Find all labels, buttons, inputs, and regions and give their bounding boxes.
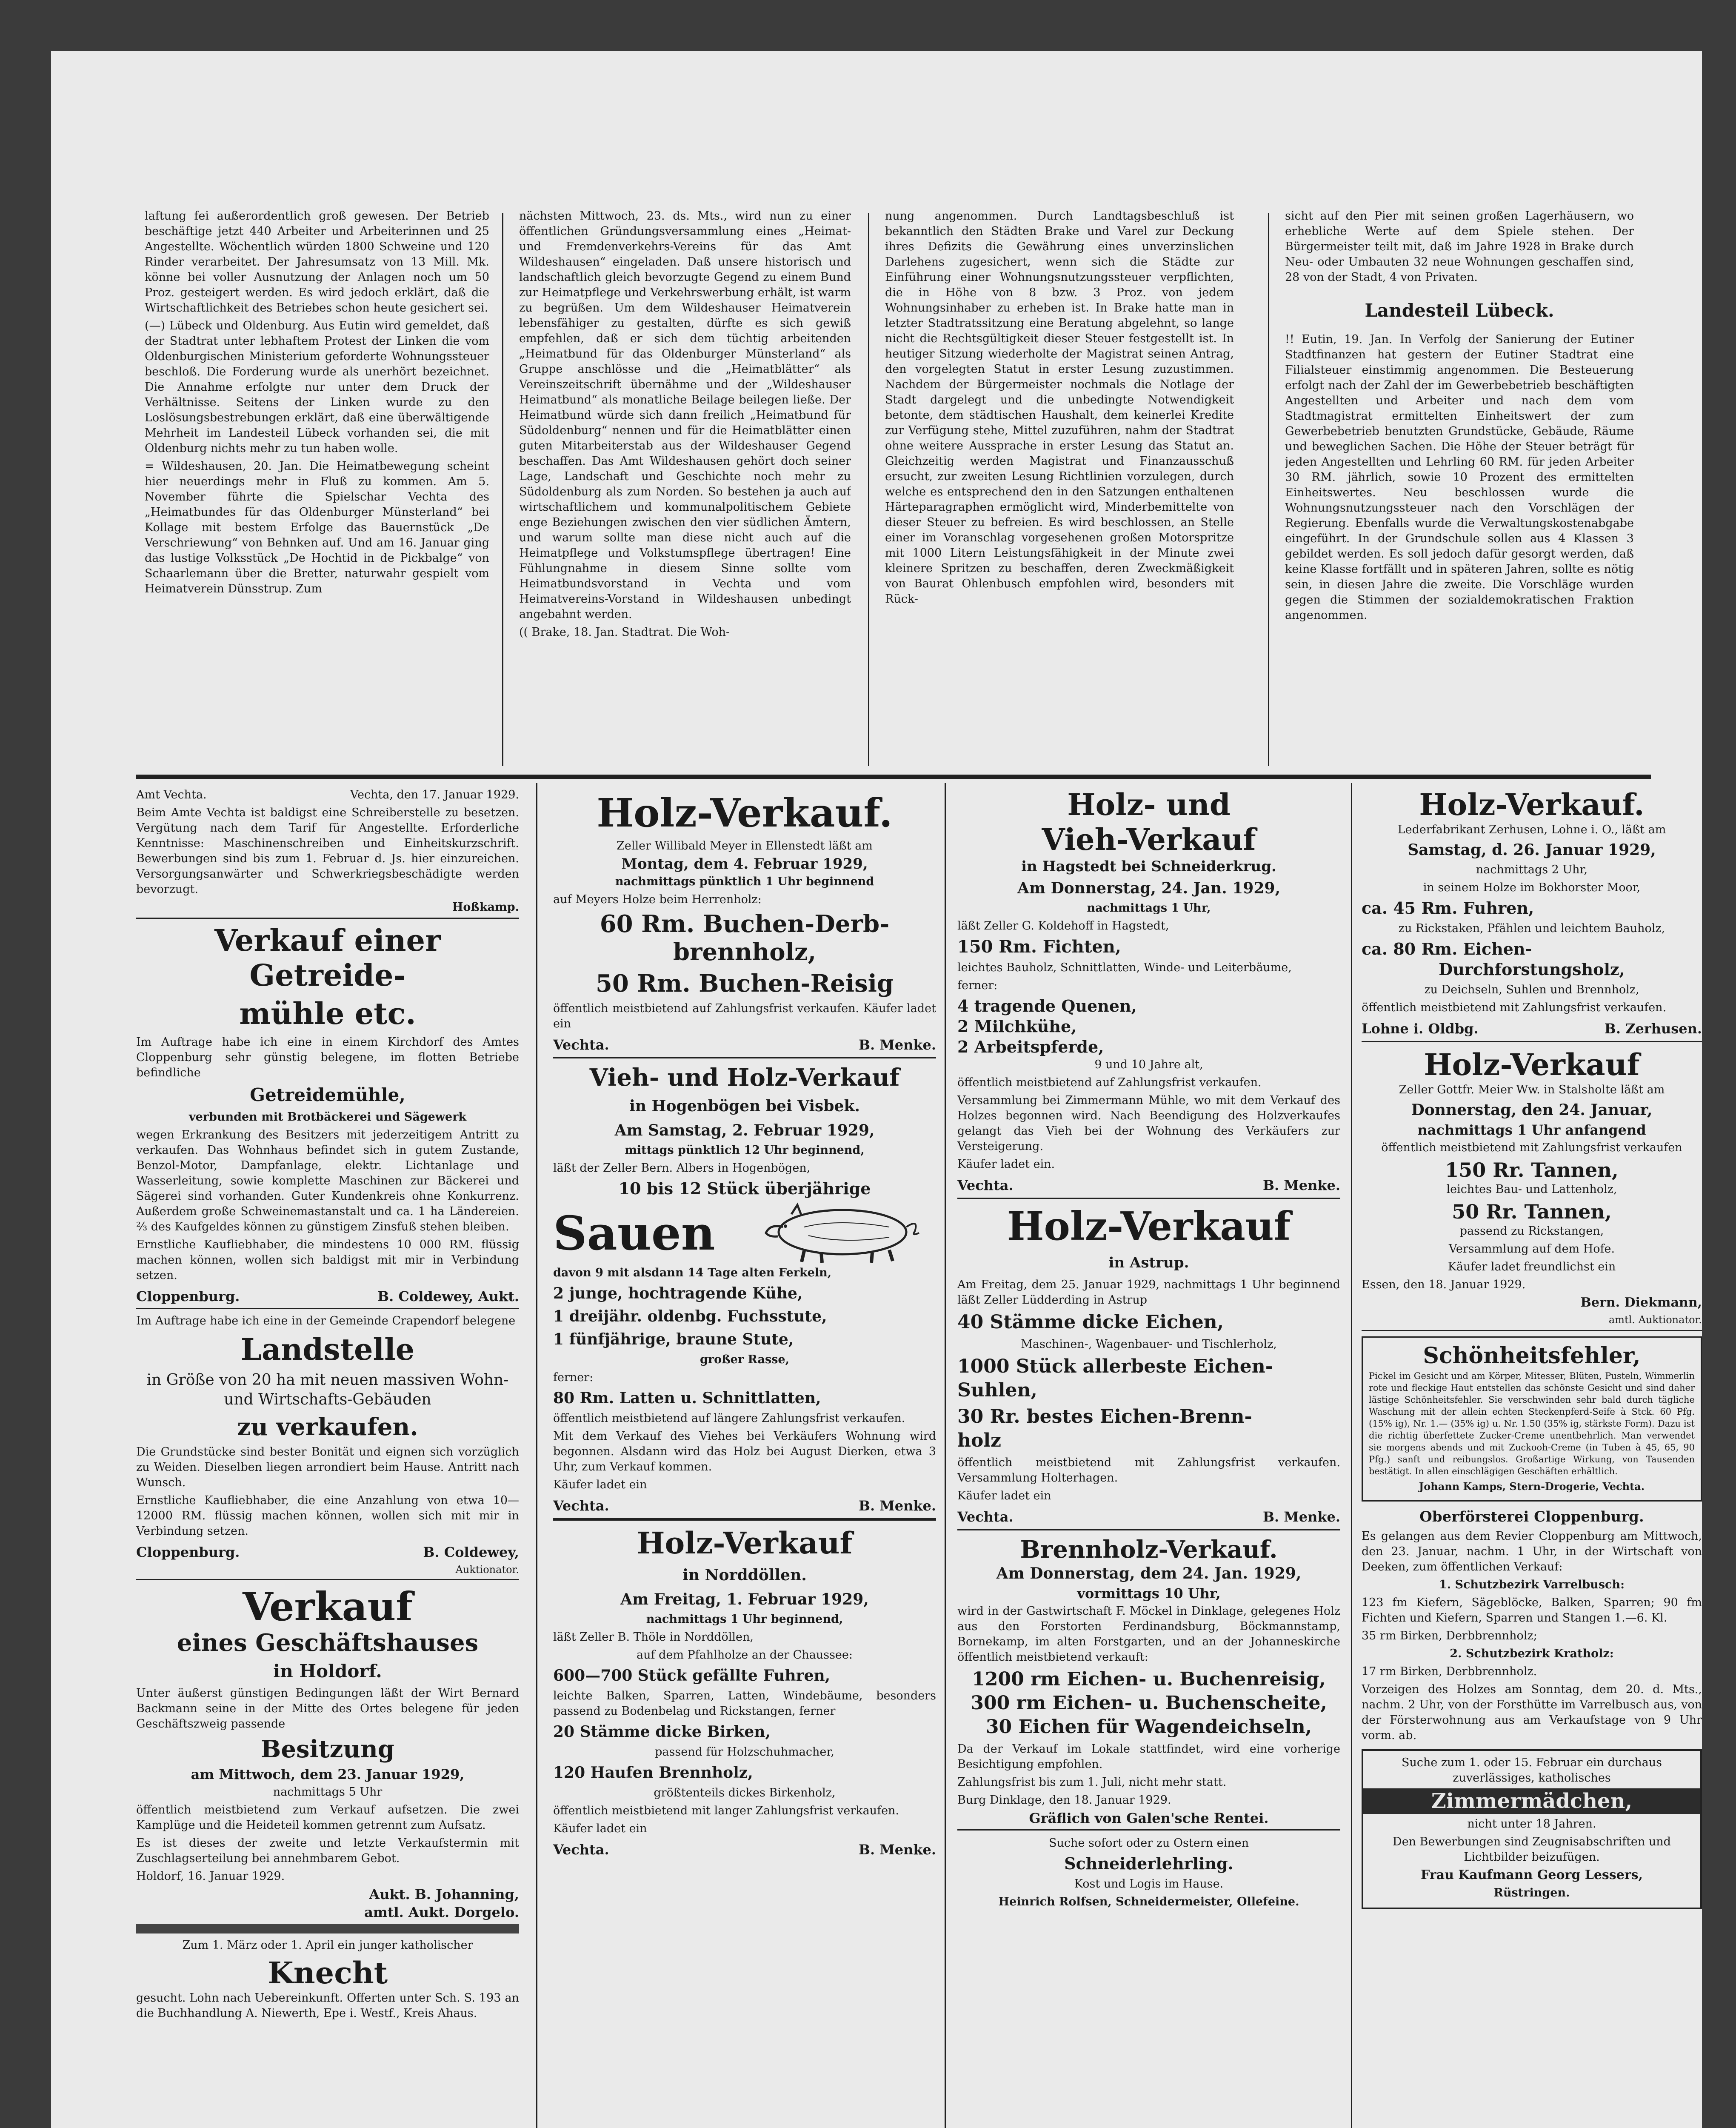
ad-time: vormittags 10 Uhr, bbox=[1077, 1585, 1221, 1602]
ad-text: Den Bewerbungen sind Zeugnisabschriften und Lichtbilder beizufügen. bbox=[1393, 1835, 1671, 1864]
news-paragraph: (( Brake, 18. Jan. Stadtrat. Die Woh- bbox=[519, 626, 730, 639]
ad-signature: amtl. Aukt. Dorgelo. bbox=[364, 1904, 519, 1920]
ad-text: wird in der Gastwirtschaft F. Möckel in Dinklage, gelegenes Holz aus den Forstorten Ferdinandsburg, Böckmannstamp, Bornekamp, im alten Forstgarten, und an der Johanneskirche öffentlich meistbietend verkauft: bbox=[957, 1605, 1340, 1664]
ad-title: Schönheitsfehler, bbox=[1423, 1343, 1641, 1369]
ad-headline: Getreidemühle, bbox=[250, 1084, 405, 1105]
ad-text: öffentlich meistbietend mit Zahlungsfrist verkaufen. Versammlung Holterhagen. bbox=[957, 1456, 1340, 1484]
ad-text: Zahlungsfrist bis zum 1. Juli, nicht mehr statt. bbox=[957, 1776, 1227, 1789]
ad-text: Da der Verkauf im Lokale stattfindet, wird eine vorherige Besichtigung empfohlen. bbox=[957, 1742, 1340, 1771]
column-rule bbox=[1268, 213, 1269, 766]
news-column-2 bbox=[519, 209, 851, 770]
ad-text: Es gelangen aus dem Revier Cloppenburg am Mittwoch, den 23. Januar, nachm. 1 Uhr, in der Wirtschaft von Deeken, zum öffentlichen Verkauf: bbox=[1362, 1530, 1702, 1573]
ad-title: Vieh-Verkauf bbox=[1042, 822, 1256, 857]
ad-text: Am Freitag, dem 25. Januar 1929, nachmittags 1 Uhr beginnend läßt Zeller Lüdderding in Astrup bbox=[957, 1278, 1340, 1307]
ad-text: läßt Zeller G. Koldehoff in Hagstedt, bbox=[957, 919, 1169, 932]
ad-item-detail: passend für Holzschuhmacher, bbox=[655, 1745, 834, 1759]
ad-date: Samstag, d. 26. Januar 1929, bbox=[1408, 841, 1656, 859]
ad-title: Verkauf bbox=[243, 1584, 413, 1630]
ad-signature-title: Auktionator. bbox=[455, 1564, 519, 1576]
ad-signature: B. Menke. bbox=[1262, 1509, 1340, 1525]
ad-signature: B. Menke. bbox=[858, 1037, 936, 1053]
column-rule bbox=[1351, 783, 1352, 2128]
ad-text: wegen Erkrankung des Besitzers mit jederzeitigem Antritt zu verkaufen. Das Wohnhaus befindet sich in gutem Zustande, Benzol-Motor, Dampfanlage, elektr. Lichtanlage und Wasserleitung, sowie komplette Maschinen zur Bäckerei und Sägerei sind vorhanden. Guter Kundenkreis ohne Konkurrenz. Außerdem große Schweinemastanstalt und ca. 1 ha Ländereien. ⅔ des Kaufgeldes können zu günstigem Zinsfuß stehen bleiben. bbox=[136, 1128, 519, 1233]
ad-item: 150 Rr. Tannen, bbox=[1445, 1158, 1619, 1181]
ad-text: Im Auftrage habe ich eine in der Gemeinde Crapendorf belegene bbox=[136, 1314, 516, 1327]
ad-signature-title: amtl. Auktionator. bbox=[1608, 1314, 1702, 1326]
ad-text: Suche sofort oder zu Ostern einen bbox=[1049, 1836, 1249, 1850]
ad-item: 120 Haufen Brennholz, bbox=[553, 1764, 753, 1782]
ad-text: in Größe von 20 ha mit neuen massiven Wohn- und Wirtschafts-Gebäuden bbox=[146, 1371, 509, 1408]
ad-text: Ernstliche Kaufliebhaber, die mindestens 10 000 RM. flüssig machen können, wollen sich baldigst mit mir in Verbindung setzen. bbox=[136, 1238, 519, 1282]
ad-item-detail: zu Deichseln, Suhlen und Brennholz, bbox=[1424, 983, 1639, 996]
ad-item: 2 Milchkühe, bbox=[957, 1017, 1077, 1036]
ad-item: Durchforstungsholz, bbox=[1439, 960, 1625, 979]
ad-item: 50 Rm. Buchen-Reisig bbox=[595, 970, 894, 998]
news-paragraph: sicht auf den Pier mit seinen großen Lagerhäusern, wo erhebliche Werte auf dem Spiele stehen. Der Bürgermeister teilt mit, daß im Jahre 1928 in Brake durch Neu- oder Umbauten 32 neue Wohnungen geschaffen sind, 28 von der Stadt, 4 von Privaten. bbox=[1285, 209, 1634, 284]
ad-item: 1 dreijähr. oldenbg. Fuchsstute, bbox=[553, 1307, 827, 1325]
ad-signature: B. Menke. bbox=[1262, 1177, 1340, 1193]
column-rule bbox=[945, 783, 946, 2128]
ad-item-detail: leichtes Bauholz, Schnittlatten, Winde- und Leiterbäume, bbox=[957, 961, 1292, 974]
ad-title: Holz-Verkauf. bbox=[1419, 787, 1645, 822]
ad-title: zu verkaufen. bbox=[237, 1413, 418, 1441]
ad-title: Landstelle bbox=[240, 1332, 415, 1367]
ad-subtitle: in Astrup. bbox=[1108, 1254, 1189, 1271]
ad-text: Käufer ladet freundlichst ein bbox=[1448, 1260, 1616, 1273]
ad-text: Es ist dieses der zweite und letzte Verkaufstermin mit Zuschlagserteilung bei annehmbarem Gebot. bbox=[136, 1836, 519, 1865]
ad-rule bbox=[136, 1579, 519, 1580]
ad-item: 1000 Stück allerbeste Eichen- bbox=[957, 1356, 1273, 1377]
ad-text: Käufer ladet ein bbox=[957, 1489, 1051, 1502]
ad-place: Burg Dinklage, den 18. Januar 1929. bbox=[957, 1793, 1171, 1807]
ad-item: 30 Eichen für Wagendeichseln, bbox=[985, 1716, 1312, 1738]
ad-place: Lohne i. Oldbg. bbox=[1362, 1021, 1479, 1037]
ad-item: brennholz, bbox=[673, 938, 817, 966]
ad-time: nachmittags 1 Uhr, bbox=[1087, 901, 1211, 915]
ad-text: Käufer ladet ein bbox=[553, 1822, 647, 1835]
ad-signature: B. Coldewey, Aukt. bbox=[377, 1288, 519, 1304]
ad-item: 30 Rr. bestes Eichen-Brenn- bbox=[957, 1406, 1252, 1427]
ad-text: öffentlich meistbietend auf Zahlungsfrist verkaufen. Käufer ladet ein bbox=[553, 1002, 936, 1030]
ad-subheading: 2. Schutzbezirk Kratholz: bbox=[1450, 1647, 1614, 1660]
ad-header-right: Vechta, den 17. Januar 1929. bbox=[350, 788, 519, 801]
ad-time: nachmittags 5 Uhr bbox=[273, 1785, 383, 1799]
ad-rule bbox=[957, 1829, 1340, 1831]
ad-box bbox=[1362, 1336, 1702, 1502]
ad-signature: Heinrich Rolfsen, Schneidermeister, Ollefeine. bbox=[998, 1895, 1299, 1908]
ad-text: Suche zum 1. oder 15. Februar ein durchaus zuverlässiges, katholisches bbox=[1401, 1756, 1662, 1785]
section-heading: Landesteil Lübeck. bbox=[1365, 300, 1554, 321]
ad-rule bbox=[136, 1308, 519, 1309]
ad-time: mittags pünktlich 12 Uhr beginnend, bbox=[625, 1144, 865, 1157]
ad-item: 1200 rm Eichen- u. Buchenreisig, bbox=[972, 1668, 1326, 1690]
ad-text: Zeller Willibald Meyer in Ellenstedt läßt am bbox=[617, 839, 873, 852]
ad-place: Essen, den 18. Januar 1929. bbox=[1362, 1278, 1526, 1291]
ad-date: Am Freitag, 1. Februar 1929, bbox=[620, 1590, 869, 1608]
ad-header-left: Amt Vechta. bbox=[136, 788, 207, 801]
ad-date: Donnerstag, den 24. Januar, bbox=[1411, 1101, 1653, 1119]
ad-subline: nicht unter 18 Jahren. bbox=[1467, 1817, 1596, 1831]
ad-text: auf Meyers Holze beim Herrenholz: bbox=[553, 893, 762, 906]
ad-title: Holz-Verkauf bbox=[1007, 1203, 1291, 1249]
news-column-4 bbox=[1285, 209, 1634, 770]
ad-text: Beim Amte Vechta ist baldigst eine Schreiberstelle zu besetzen. Vergütung nach dem Tarif für Angestellte. Erforderliche Kenntnisse: Maschinenschreiben und Einheitskurzschrift. Bewerbungen sind bis zum 1. Februar d. Js. hier einzureichen. Versorgungsanwärter und Schwerkriegsbeschädigte werden bevorzugt. bbox=[136, 806, 519, 896]
ad-text: Versammlung auf dem Hofe. bbox=[1448, 1242, 1615, 1256]
ad-item: Suhlen, bbox=[957, 1379, 1037, 1401]
ad-subtitle: in Norddöllen. bbox=[682, 1566, 807, 1584]
news-column-3 bbox=[885, 209, 1234, 770]
ad-text: Zeller Gottfr. Meier Ww. in Stalsholte läßt am bbox=[1399, 1083, 1665, 1096]
ad-rule bbox=[957, 1529, 1340, 1530]
ad-place: Vechta. bbox=[957, 1177, 1014, 1193]
ad-text: 35 rm Birken, Derbbrennholz; bbox=[1362, 1629, 1537, 1642]
ad-item-detail: größtenteils dickes Birkenholz, bbox=[654, 1786, 836, 1799]
ad-time: nachmittags 1 Uhr beginnend, bbox=[646, 1613, 843, 1626]
column-rule bbox=[868, 213, 869, 766]
ad-text: öffentlich meistbietend auf Zahlungsfrist verkaufen. bbox=[957, 1076, 1262, 1089]
ad-subline: verbunden mit Brotbäckerei und Sägewerk bbox=[188, 1110, 467, 1124]
ad-date: Am Donnerstag, dem 24. Jan. 1929, bbox=[996, 1565, 1302, 1582]
ad-text: öffentlich meistbietend zum Verkauf aufsetzen. Die zwei Kamplüge und die Heideteil kommen getrennt zum Aufsatz. bbox=[136, 1803, 519, 1832]
ad-text: öffentlich meistbietend mit langer Zahlungsfrist verkaufen. bbox=[553, 1804, 899, 1817]
ad-item: 50 Rr. Tannen, bbox=[1452, 1200, 1612, 1223]
ad-item: 10 bis 12 Stück überjährige bbox=[618, 1179, 871, 1198]
ad-text: Käufer ladet ein. bbox=[957, 1158, 1055, 1171]
ad-place: Cloppenburg. bbox=[136, 1544, 240, 1560]
ad-item: 40 Stämme dicke Eichen, bbox=[957, 1311, 1224, 1333]
pig-icon bbox=[757, 1201, 936, 1265]
ad-dark-bar bbox=[136, 1924, 519, 1934]
ad-item: 600—700 Stück gefällte Fuhren, bbox=[553, 1667, 831, 1685]
ad-item-detail: 9 und 10 Jahre alt, bbox=[1094, 1058, 1203, 1071]
ad-signature: Hoßkamp. bbox=[452, 901, 519, 914]
ad-text: Lederfabrikant Zerhusen, Lohne i. O., läßt am bbox=[1397, 823, 1666, 836]
news-paragraph: !! Eutin, 19. Jan. In Verfolg der Sanierung der Eutiner Stadtfinanzen hat gestern der Eutiner Stadtrat eine Filialsteuer einstimmig angenommen. Die Besteuerung erfolgt nach der Zahl der im Gewerbebetrieb beschäftigten Angestellten und Arbeiter und nach dem vom Stadtmagistrat ermittelten Einheitswert der zum Gewerbebetrieb benutzten Grundstücke, Gebäude, Räume und beweglichen Sachen. Die Höhe der Steuer beträgt für jeden Angestellten und Lehrling 60 RM. für jeden Arbeiter 30 RM. jährlich, sowie 10 Prozent des ermittelten Einheitswertes. Neu beschlossen wurde die Wohnungsnutzungssteuer nach den Vorschlägen der Regierung. Ebenfalls wurde die Verwaltungskostenabgabe eingeführt. In der Grundschule sollen aus 4 Klassen 3 gebildet werden. Es soll jedoch dafür gesorgt werden, daß keine Klasse fortfällt und in späteren Jahren, sollte es nötig sein, in diesen Jahre die zweite. Die Vorschläge wurden gegen die Stimmen der sozialdemokratischen Fraktion angenommen. bbox=[1285, 333, 1634, 622]
ad-place: Cloppenburg. bbox=[136, 1288, 240, 1304]
ad-item-detail: Maschinen-, Wagenbauer- und Tischlerholz, bbox=[1021, 1338, 1277, 1351]
ad-subtitle: in Hagstedt bei Schneiderkrug. bbox=[1021, 858, 1276, 875]
ad-text: öffentlich meistbietend mit Zahlungsfrist verkaufen. bbox=[1362, 1001, 1667, 1014]
ads-column-4 bbox=[1362, 787, 1702, 2128]
ad-signature: B. Menke. bbox=[858, 1842, 936, 1858]
newspaper-page bbox=[51, 51, 1702, 2128]
ad-date: Am Donnerstag, 24. Jan. 1929, bbox=[1017, 879, 1280, 897]
ad-item: 4 tragende Quenen, bbox=[957, 996, 1137, 1015]
ad-title: mühle etc. bbox=[239, 996, 416, 1031]
ad-text: in seinem Holze im Bokhorster Moor, bbox=[1423, 881, 1641, 894]
ad-item: ca. 80 Rm. Eichen- bbox=[1362, 939, 1532, 958]
section-divider bbox=[136, 775, 1651, 779]
ad-text: öffentlich meistbietend mit Zahlungsfrist verkaufen bbox=[1381, 1141, 1682, 1154]
ad-time: nachmittags pünktlich 1 Uhr beginnend bbox=[615, 875, 874, 888]
ad-text: ferner: bbox=[957, 979, 998, 992]
ad-text: Die Grundstücke sind bester Bonität und eignen sich vorzüglich zu Weiden. Dieselben liegen arrondiert beim Hause. Antritt nach Wunsch. bbox=[136, 1445, 519, 1489]
ad-rule bbox=[1362, 1041, 1702, 1042]
ad-text: Pickel im Gesicht und am Körper, Mitesser, Blüten, Pusteln, Wimmerlin rote und fleckige Haut entstellen das schönste Gesicht und sind daher lästige Schönheitsfehler. Sie verschwinden sehr bald durch tägliche Waschung mit der allein echten Steckenpferd-Seife à Stck. 60 Pfg. (15% ig), Nr. 1.— (35% ig) u. Nr. 1.50 (35% ig, stärkste Form). Dazu ist die richtig überfettete Zucker-Creme unentbehrlich. Man verwendet sie morgens abends und mit Zuckooh-Creme (in Tuben à 45, 65, 90 Pfg.) sanft und reibungslos. Großartige Wirkung, von Tausenden bestätigt. In allen einschlägigen Geschäften erhältlich. bbox=[1369, 1371, 1695, 1476]
ad-signature: Bern. Diekmann, bbox=[1580, 1295, 1702, 1310]
ad-title: Oberförsterei Cloppenburg. bbox=[1419, 1508, 1644, 1525]
ad-time: nachmittags 1 Uhr anfangend bbox=[1417, 1122, 1646, 1138]
ad-item: 150 Rm. Fichten, bbox=[957, 937, 1121, 957]
ad-text: Unter äußerst günstigen Bedingungen läßt der Wirt Bernard Backmann seine in der Mitte des Ortes belegene für jeden Geschäftszweig passende bbox=[136, 1687, 519, 1730]
ad-item: 2 Arbeitspferde, bbox=[957, 1037, 1104, 1056]
news-paragraph: laftung fei außerordentlich groß gewesen. Der Betrieb beschäftige jetzt 440 Arbeiter und Arbeiterinnen und 25 Angestellte. Wöchentlich würden 1800 Schweine und 120 Rinder verarbeitet. Der Jahresumsatz von 13 Mill. Mk. könne bei voller Ausnutzung der Anlagen noch um 50 Proz. gesteigert werden. Es wird jedoch erklärt, daß die Wirtschaftlichkeit des Betriebes schon heute gesichert sei. bbox=[145, 209, 489, 315]
ad-text: Ernstliche Kaufliebhaber, die eine Anzahlung von etwa 10—12000 RM. flüssig machen können, wollen sich mit mir in Verbindung setzen. bbox=[136, 1494, 519, 1538]
news-paragraph: nung angenommen. Durch Landtagsbeschluß ist bekanntlich den Städten Brake und Varel zur Deckung ihres Defizits die Gewährung eines unverzinslichen Darlehens zugesichert, wenn sich die Städte zur Einführung einer Wohnungsnutzungssteuer verpflichten, die in Höhe von 8 bzw. 3 Proz. von jedem Wohnungsinhaber zu erheben ist. In Brake hatte man in letzter Stadtratssitzung eine Beratung abgelehnt, so lange nicht die Rechtsgültigkeit dieser Steuer festgestellt ist. In heutiger Sitzung wiederholte der Magistrat seinen Antrag, den vorgelegten Statut in erster Lesung zuzustimmen. Nachdem der Bürgermeister nochmals die Notlage der Stadt dargelegt und die unbedingte Notwendigkeit betonte, dem städtischen Haushalt, dem keinerlei Kredite zur Verfügung stehe, Mittel zuzuführen, nahm der Stadtrat ohne weitere Aussprache in erster Lesung das Statut an. Gleichzeitig werden Magistrat und Finanzausschuß ersucht, zur zweiten Lesung Richtlinien vorzulegen, durch welche es entsprechend den in den Satzungen enthaltenen Härteparagraphen ermöglicht wird, Minderbemittelte von dieser Steuer zu befreien. Es wird beschlossen, an Stelle einer im Voranschlag vorgesehenen großen Motorspritze mit 1000 Litern Leistungsfähigkeit in der Minute zwei kleinere Spritzen zu beschaffen, deren Zweckmäßigkeit von Baurat Ohlenbusch empfohlen wird, besonders mit Rück- bbox=[885, 209, 1234, 606]
ad-title: Brennholz-Verkauf. bbox=[1020, 1536, 1278, 1564]
ad-text: Kost und Logis im Hause. bbox=[1074, 1877, 1224, 1891]
ad-text: auf dem Pfahlholze an der Chaussee: bbox=[637, 1648, 853, 1662]
ad-item: holz bbox=[957, 1430, 1002, 1451]
ad-title: Holz-Verkauf bbox=[1424, 1047, 1640, 1082]
ad-date: Montag, dem 4. Februar 1929, bbox=[621, 855, 868, 872]
ad-signature: B. Menke. bbox=[858, 1498, 936, 1514]
ad-text: Im Auftrage habe ich eine in einem Kirchdorf des Amtes Cloppenburg sehr günstig belegene, im flotten Betriebe befindliche bbox=[136, 1035, 519, 1079]
news-paragraph: nächsten Mittwoch, 23. ds. Mts., wird nun zu einer öffentlichen Gründungsversammlung eines „Heimat- und Fremdenverkehrs-Vereins für das Amt Wildeshausen“ eingeladen. Daß unsere historisch und landschaftlich gleich bevorzugte Gegend zu einem Bund zur Heimatpflege und Verkehrswerbung erhält, ist warm zu begrüßen. Um dem Wildeshauser Heimatverein lebensfähiger zu gestalten, dürfte es sich gewiß empfehlen, daß er sich dem tüchtig arbeitenden „Heimatbund für das Oldenburger Münsterland“ als Gruppe anschlösse und die „Heimatblätter“ als Vereinszeitschrift übernähme und der „Wildeshauser Heimatbund“ als monatliche Beilage beilegen ließe. Der Heimatbund würde sich dann freilich „Heimatbund für Südoldenburg“ nennen und für die Heimatblätter einen guten Mitarbeiterstab aus der Wildeshauser Gegend beschaffen. Das Amt Wildeshausen gehört doch seiner Lage, Landschaft und Geschichte noch mehr zu Südoldenburg als zum Norden. So bestehen ja auch auf wirtschaftlichem und kommunalpolitischem Gebiete enge Beziehungen zwischen den vier südlichen Ämtern, und warum sollte man diese nicht auch auf die Heimatpflege und Volkstumspflege übertragen! Eine Fühlungnahme in diesem Sinne sollte vom Heimatbundsvorstand in Vechta und vom Heimatvereins-Vorstand in Wildeshausen unbedingt angebahnt werden. bbox=[519, 209, 851, 621]
ad-title: Holz-Verkauf bbox=[637, 1525, 853, 1561]
ad-item-sauen: Sauen bbox=[553, 1206, 715, 1261]
ad-signature: Aukt. B. Johanning, bbox=[369, 1886, 519, 1902]
column-rule bbox=[536, 783, 537, 2128]
ad-title: eines Geschäftshauses bbox=[177, 1629, 479, 1657]
news-paragraph: (—) Lübeck und Oldenburg. Aus Eutin wird gemeldet, daß der Stadtrat unter lebhaftem Protest der Linken die vom Oldenburgischen Ministerium geforderte Wohnungssteuer beschloß. Die Forderung wurde als unerhört bezeichnet. Die Annahme erfolgte nur unter dem Druck der Verhältnisse. Seitens der Linken wurde zu den Loslösungsbestrebungen erklärt, daß eine überwältigende Mehrheit im Landesteil Lübeck vorhanden sei, die mit Oldenburg nichts mehr zu tun haben wolle. bbox=[145, 319, 489, 455]
ad-text: 123 fm Kiefern, Sägeblöcke, Balken, Sparren; 90 fm Fichten und Kiefern, Sparren und Stangen 1.—6. Kl. bbox=[1362, 1596, 1702, 1625]
ad-place: Holdorf, 16. Januar 1929. bbox=[136, 1870, 285, 1883]
ad-place: Vechta. bbox=[553, 1842, 609, 1858]
ad-text: leichte Balken, Sparren, Latten, Windebäume, besonders passend zu Bodenbelag und Rickstangen, ferner bbox=[553, 1689, 936, 1718]
column-rule bbox=[502, 213, 503, 766]
ad-text: läßt Zeller B. Thöle in Norddöllen, bbox=[553, 1630, 754, 1644]
ad-item: 300 rm Eichen- u. Buchenscheite, bbox=[971, 1692, 1327, 1714]
ad-signature: Gräflich von Galen'sche Rentei. bbox=[1029, 1810, 1269, 1826]
ad-place: Vechta. bbox=[957, 1509, 1014, 1525]
ad-date: Am Samstag, 2. Februar 1929, bbox=[614, 1121, 875, 1139]
ad-headline: Besitzung bbox=[260, 1735, 394, 1763]
ad-title: Verkauf einer Getreide- bbox=[214, 923, 441, 993]
ad-item: 1 fünfjährige, braune Stute, bbox=[553, 1330, 794, 1348]
ad-item: ca. 45 Rm. Fuhren, bbox=[1362, 898, 1534, 918]
ad-title: Zimmermädchen, bbox=[1363, 1788, 1700, 1814]
ad-text: ferner: bbox=[553, 1371, 594, 1384]
ad-title: Schneiderlehrling. bbox=[1064, 1854, 1233, 1873]
news-column-1 bbox=[145, 209, 489, 770]
ad-text: Versammlung bei Zimmermann Mühle, wo mit dem Verkauf des Holzes begonnen wird. Nach Beendigung des Holzverkaufes gelangt das Vieh bei der Wohnung des Verkäufers zur Versteigerung. bbox=[957, 1094, 1340, 1153]
ad-text: 17 rm Birken, Derbbrennholz. bbox=[1362, 1665, 1537, 1678]
ad-signature: Rüstringen. bbox=[1493, 1886, 1570, 1899]
ad-title: Holz- und bbox=[1067, 787, 1231, 822]
ad-signature: Johann Kamps, Stern-Drogerie, Vechta. bbox=[1419, 1480, 1645, 1493]
ad-rule bbox=[957, 1198, 1340, 1199]
ad-item: 60 Rm. Buchen-Derb- bbox=[600, 910, 890, 938]
ad-item: 80 Rm. Latten u. Schnittlatten, bbox=[553, 1389, 821, 1407]
ad-text: läßt der Zeller Bern. Albers in Hogenbögen, bbox=[553, 1161, 811, 1175]
ad-place: Vechta. bbox=[553, 1498, 609, 1514]
ad-signature: B. Coldewey, bbox=[423, 1544, 519, 1560]
ad-time: nachmittags 2 Uhr, bbox=[1476, 863, 1588, 876]
ads-column-1 bbox=[136, 787, 519, 2128]
ad-item: 20 Stämme dicke Birken, bbox=[553, 1723, 771, 1741]
ad-rule bbox=[553, 1057, 936, 1058]
ad-text: Käufer ladet ein bbox=[553, 1478, 647, 1491]
ad-date: am Mittwoch, dem 23. Januar 1929, bbox=[191, 1766, 465, 1782]
ad-subtitle: in Hogenbögen bei Visbek. bbox=[629, 1097, 860, 1115]
ad-text: Vorzeigen des Holzes am Sonntag, dem 20. d. Mts., nachm. 2 Uhr, von der Forsthütte im Varrelbusch aus, von der Försterwohnung aus am Verkaufstage von 9 Uhr vorm. ab. bbox=[1362, 1683, 1702, 1742]
ad-text: davon 9 mit alsdann 14 Tage alten Ferkeln, bbox=[553, 1266, 832, 1279]
ad-rule bbox=[1362, 1330, 1702, 1331]
ad-place: Vechta. bbox=[553, 1037, 609, 1053]
ad-rule bbox=[553, 1518, 936, 1521]
ad-text: öffentlich meistbietend auf längere Zahlungsfrist verkaufen. bbox=[553, 1412, 905, 1425]
ads-column-2 bbox=[553, 787, 936, 2128]
ad-rule bbox=[136, 918, 519, 919]
news-paragraph: = Wildeshausen, 20. Jan. Die Heimatbewegung scheint hier neuerdings mehr in Fluß zu kommen. Am 5. November führte die Spielschar Vechta des „Heimatbundes für das Oldenburger Münsterland“ bei Kollage mit bestem Erfolge das Bauernstück „De Verschriewung“ von Behnken auf. Und am 16. Januar ging das lustige Volksstück „De Hochtid in de Pickbalge“ von Schaarlemann über die Bretter, naturwahr gespielt vom Heimatverein Dünsstrup. Zum bbox=[145, 460, 489, 595]
ad-title: Holz-Verkauf. bbox=[597, 790, 893, 836]
ad-title: in Holdorf. bbox=[273, 1661, 382, 1682]
ad-item-detail: zu Rickstaken, Pfählen und leichtem Bauholz, bbox=[1398, 922, 1665, 935]
ad-signature: Frau Kaufmann Georg Lessers, bbox=[1421, 1868, 1643, 1882]
ad-title: Vieh- und Holz-Verkauf bbox=[589, 1064, 900, 1092]
ad-text: Mit dem Verkauf des Viehes bei Verkäufers Wohnung wird begonnen. Alsdann wird das Holz bei August Dierken, etwa 3 Uhr, zum Verkauf kommen. bbox=[553, 1430, 936, 1473]
ad-item: 2 junge, hochtragende Kühe, bbox=[553, 1284, 803, 1302]
ad-item-detail: leichtes Bau- und Lattenholz, bbox=[1446, 1183, 1617, 1196]
ad-subheading: 1. Schutzbezirk Varrelbusch: bbox=[1439, 1578, 1625, 1591]
ad-item-detail: passend zu Rickstangen, bbox=[1459, 1224, 1604, 1238]
ad-box bbox=[1362, 1749, 1702, 1909]
ad-text: gesucht. Lohn nach Uebereinkunft. Offerten unter Sch. S. 193 an die Buchhandlung A. Niewerth, Epe i. Westf., Kreis Ahaus. bbox=[136, 1991, 519, 2020]
ad-signature: B. Zerhusen. bbox=[1604, 1021, 1702, 1037]
ads-column-3 bbox=[957, 787, 1340, 2128]
ad-item-detail: großer Rasse, bbox=[700, 1353, 789, 1366]
ad-title: Knecht bbox=[267, 1955, 388, 1991]
ad-text: Zum 1. März oder 1. April ein junger katholischer bbox=[182, 1939, 473, 1952]
